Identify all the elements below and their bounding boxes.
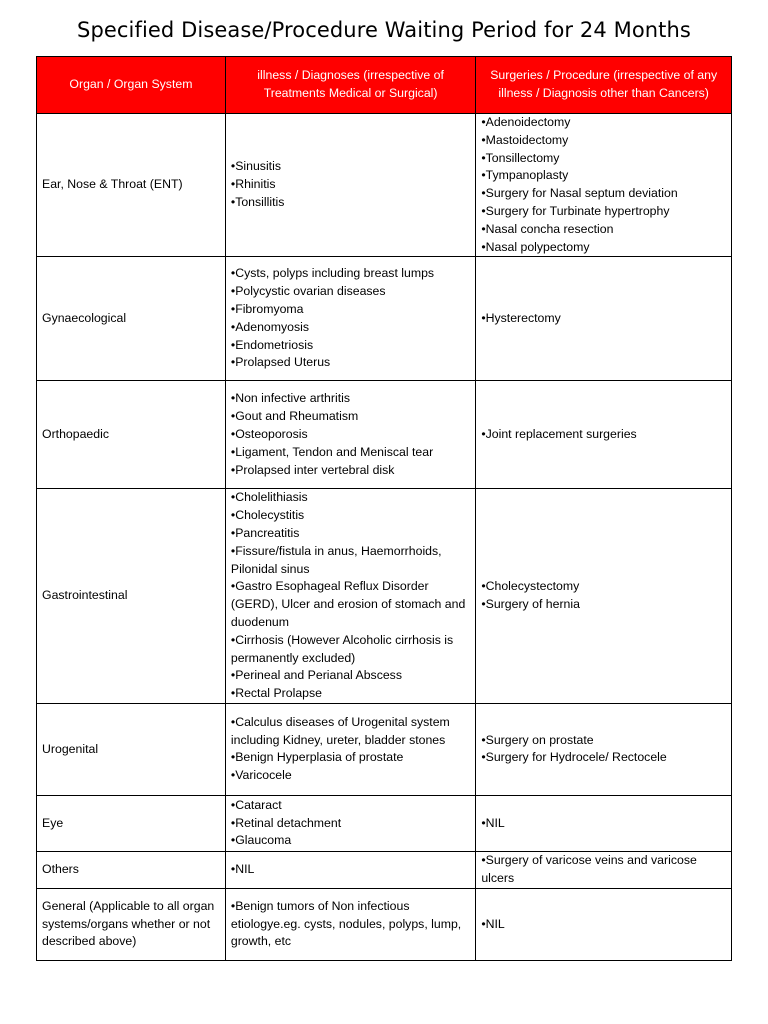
list-item: • Surgery for Turbinate hypertrophy: [481, 203, 726, 221]
surgery-cell: [476, 257, 732, 381]
illness-list: [231, 898, 470, 951]
list-item: • Benign tumors of Non infectious etiologye.eg. cysts, nodules, polyps, lump, growth, etc: [231, 898, 470, 951]
table-row: [37, 114, 732, 257]
table-row: [37, 381, 732, 489]
list-item: • Polycystic ovarian diseases: [231, 283, 470, 301]
table-row: [37, 888, 732, 960]
illness-list: [231, 265, 470, 372]
list-item: • Surgery for Hydrocele/ Rectocele: [481, 749, 726, 767]
list-item: • Cholelithiasis: [231, 489, 470, 507]
list-item: • Endometriosis: [231, 337, 470, 355]
surgery-list: [481, 426, 726, 444]
illness-list: [231, 158, 470, 211]
surgery-cell: [476, 114, 732, 257]
illness-cell: [225, 381, 475, 489]
list-item: • Varicocele: [231, 767, 470, 785]
list-item: • Surgery of hernia: [481, 596, 726, 614]
surgery-cell: [476, 888, 732, 960]
illness-cell: [225, 795, 475, 851]
list-item: • Sinusitis: [231, 158, 470, 176]
list-item: • NIL: [231, 861, 470, 879]
list-item: • Adenoidectomy: [481, 114, 726, 132]
list-item: • Rhinitis: [231, 176, 470, 194]
surgery-list: [481, 310, 726, 328]
surgery-cell: [476, 489, 732, 704]
list-item: • Cirrhosis (However Alcoholic cirrhosis is permanently excluded): [231, 632, 470, 668]
surgery-list: [481, 815, 726, 833]
surgery-cell: [476, 851, 732, 888]
list-item: • Cysts, polyps including breast lumps: [231, 265, 470, 283]
table-row: [37, 795, 732, 851]
list-item: • Rectal Prolapse: [231, 685, 470, 703]
list-item: • Nasal concha resection: [481, 221, 726, 239]
list-item: • Tonsillectomy: [481, 150, 726, 168]
list-item: • Non infective arthritis: [231, 390, 470, 408]
header-organ: Organ / Organ System: [37, 57, 226, 114]
list-item: • Cholecystitis: [231, 507, 470, 525]
page-title: Specified Disease/Procedure Waiting Period for 24 Months: [77, 18, 691, 42]
list-item: • Fibromyoma: [231, 301, 470, 319]
table-row: [37, 257, 732, 381]
list-item: • NIL: [481, 815, 726, 833]
list-item: • Cholecystectomy: [481, 578, 726, 596]
organ-cell: [37, 381, 226, 489]
list-item: • Glaucoma: [231, 832, 470, 850]
organ-label: Ear, Nose & Throat (ENT): [42, 177, 183, 192]
illness-list: [231, 797, 470, 850]
organ-cell: [37, 851, 226, 888]
illness-cell: [225, 703, 475, 795]
surgery-cell: [476, 703, 732, 795]
organ-label: Gynaecological: [42, 310, 127, 325]
header-surgeries: Surgeries / Procedure (irrespective of any illness / Diagnosis other than Cancers): [476, 57, 732, 114]
organ-label: General (Applicable to all organ systems/organs whether or not described above): [42, 898, 215, 949]
organ-cell: [37, 703, 226, 795]
list-item: • Calculus diseases of Urogenital system including Kidney, ureter, bladder stones: [231, 714, 470, 750]
illness-list: [231, 489, 470, 703]
list-item: • Surgery of varicose veins and varicose ulcers: [481, 852, 726, 888]
surgery-list: [481, 852, 726, 888]
list-item: • Gastro Esophageal Reflux Disorder (GERD), Ulcer and erosion of stomach and duodenum: [231, 578, 470, 631]
organ-cell: [37, 489, 226, 704]
illness-list: [231, 861, 470, 879]
list-item: • Pancreatitis: [231, 525, 470, 543]
list-item: • Gout and Rheumatism: [231, 408, 470, 426]
table-body: [37, 114, 732, 961]
table-row: [37, 703, 732, 795]
illness-cell: [225, 851, 475, 888]
list-item: • Surgery for Nasal septum deviation: [481, 185, 726, 203]
surgery-list: [481, 578, 726, 614]
list-item: • Adenomyosis: [231, 319, 470, 337]
list-item: • Mastoidectomy: [481, 132, 726, 150]
surgery-cell: [476, 795, 732, 851]
list-item: • Tympanoplasty: [481, 167, 726, 185]
list-item: • Nasal polypectomy: [481, 239, 726, 257]
table-row: [37, 489, 732, 704]
surgery-cell: [476, 381, 732, 489]
surgery-list: [481, 114, 726, 256]
organ-label: Others: [42, 862, 79, 877]
list-item: • NIL: [481, 916, 726, 934]
list-item: • Surgery on prostate: [481, 732, 726, 750]
organ-cell: [37, 114, 226, 257]
illness-cell: [225, 257, 475, 381]
list-item: • Prolapsed inter vertebral disk: [231, 462, 470, 480]
list-item: • Hysterectomy: [481, 310, 726, 328]
illness-cell: [225, 114, 475, 257]
illness-list: [231, 714, 470, 785]
list-item: • Prolapsed Uterus: [231, 354, 470, 372]
list-item: • Fissure/fistula in anus, Haemorrhoids, Pilonidal sinus: [231, 543, 470, 579]
list-item: • Cataract: [231, 797, 470, 815]
organ-label: Eye: [42, 815, 64, 830]
list-item: • Osteoporosis: [231, 426, 470, 444]
list-item: • Ligament, Tendon and Meniscal tear: [231, 444, 470, 462]
list-item: • Retinal detachment: [231, 815, 470, 833]
waiting-period-table: [36, 56, 732, 961]
table-row: [37, 851, 732, 888]
table-header-row: [37, 57, 732, 114]
organ-label: Urogenital: [42, 741, 99, 756]
list-item: • Joint replacement surgeries: [481, 426, 726, 444]
list-item: • Perineal and Perianal Abscess: [231, 667, 470, 685]
illness-cell: [225, 888, 475, 960]
header-illness: illness / Diagnoses (irrespective of Treatments Medical or Surgical): [225, 57, 475, 114]
surgery-list: [481, 732, 726, 768]
organ-label: Orthopaedic: [42, 426, 109, 441]
organ-label: Gastrointestinal: [42, 588, 128, 603]
surgery-list: [481, 916, 726, 934]
organ-cell: [37, 257, 226, 381]
list-item: • Benign Hyperplasia of prostate: [231, 749, 470, 767]
illness-cell: [225, 489, 475, 704]
list-item: • Tonsillitis: [231, 194, 470, 212]
organ-cell: [37, 795, 226, 851]
organ-cell: [37, 888, 226, 960]
illness-list: [231, 390, 470, 479]
